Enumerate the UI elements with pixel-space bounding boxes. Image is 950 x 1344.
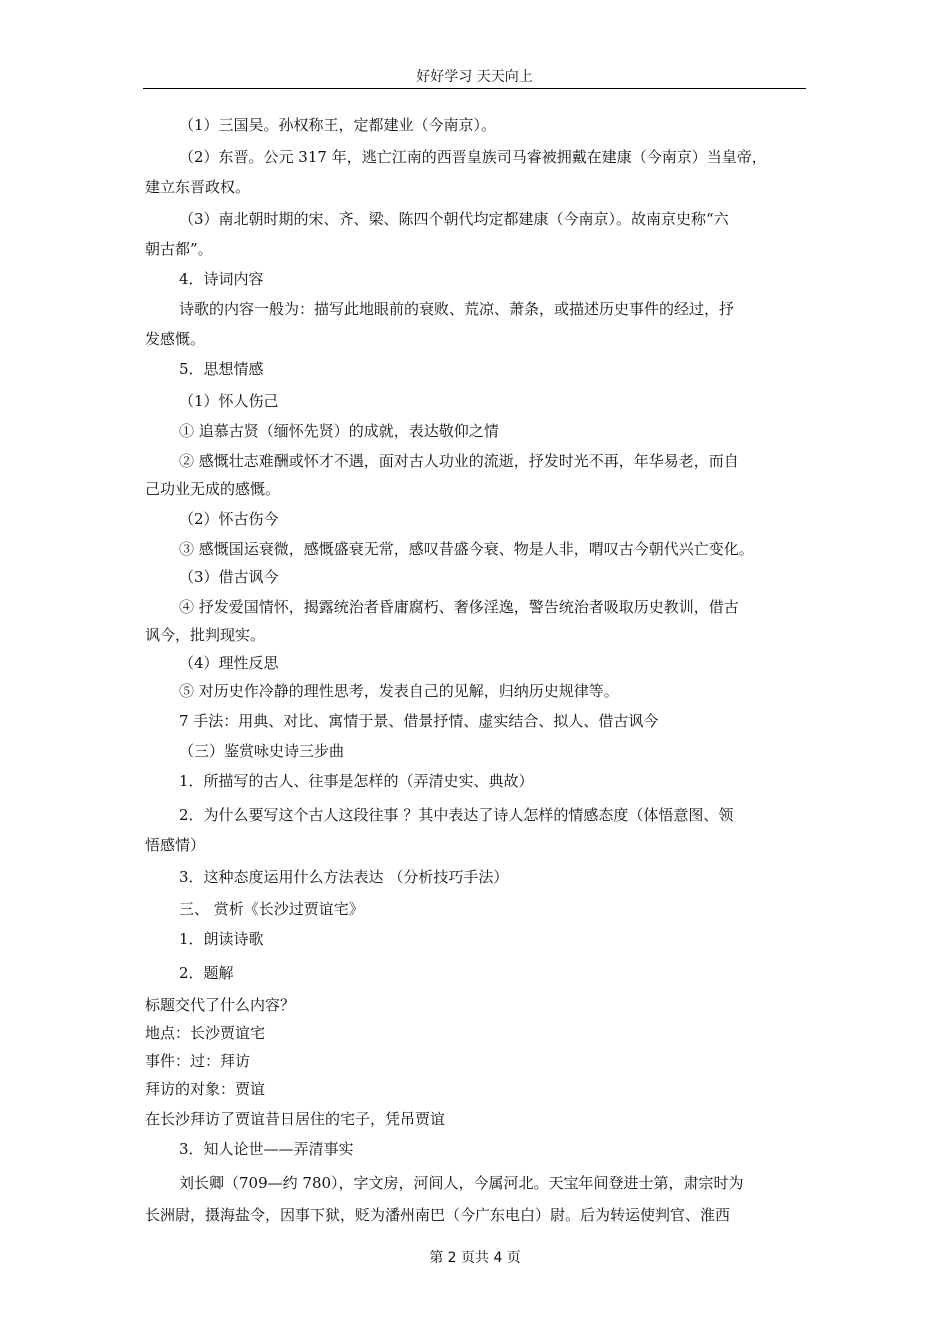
text-line: 讽今，批判现实。 <box>145 626 266 644</box>
text-line: （3）南北朝时期的宋、齐、梁、陈四个朝代均定都建康（今南京）。故南京史称“六 <box>179 210 729 228</box>
sub-heading: （3）借古讽今 <box>179 568 279 586</box>
text-line: 刘长卿（709—约 780），字文房，河间人，今属河北。天宝年间登进士第，肃宗时为 <box>179 1174 744 1192</box>
text-line: 诗歌的内容一般为：描写此地眼前的衰败、荒凉、萧条，或描述历史事件的经过，抒 <box>179 300 735 318</box>
text-line: 长洲尉，摄海盐令，因事下狱，贬为潘州南巴（今广东电白）尉。后为转运使判官、淮西 <box>145 1206 731 1224</box>
sub-heading: 1．朗读诗歌 <box>179 930 264 948</box>
text-line: ④ 抒发爱国情怀，揭露统治者昏庸腐朽、奢侈淫逸，警告统治者吸取历史教训，借古 <box>179 598 739 616</box>
sub-heading: （2）怀古伤今 <box>179 510 279 528</box>
text-line: 1．所描写的古人、往事是怎样的（弄清史实、典故） <box>179 772 534 790</box>
text-line: 3．这种态度运用什么方法表达 （分析技巧手法） <box>179 868 509 886</box>
page-header: 好好学习 天天向上 <box>143 66 806 89</box>
text-line: 标题交代了什么内容？ <box>145 996 296 1014</box>
section-heading: （三）鉴赏咏史诗三步曲 <box>179 742 345 760</box>
text-line: ② 感慨壮志难酬或怀才不遇，面对古人功业的流逝，抒发时光不再，年华易老，而自 <box>179 452 739 470</box>
text-line: 事件：过：拜访 <box>145 1052 251 1070</box>
text-line: （1）三国吴。孙权称王，定都建业（今南京）。 <box>179 116 497 134</box>
text-line: 拜访的对象：贾谊 <box>145 1080 266 1098</box>
section-heading: 三、 赏析《长沙过贾谊宅》 <box>179 900 364 918</box>
text-line: 7 手法：用典、对比、寓情于景、借景抒情、虚实结合、拟人、借古讽今 <box>179 712 659 730</box>
text-line: （2）东晋。公元 317 年，逃亡江南的西晋皇族司马睿被拥戴在建康（今南京）当皇帝， <box>179 148 767 166</box>
text-line: ③ 感慨国运衰微，感慨盛衰无常，感叹昔盛今衰、物是人非，喟叹古今朝代兴亡变化。 <box>179 540 754 558</box>
text-line: 地点：长沙贾谊宅 <box>145 1024 266 1042</box>
page-footer: 第 2 页共 4 页 <box>429 1250 521 1266</box>
text-line: 2．为什么要写这个古人这段往事 ？其中表达了诗人怎样的情感态度（体悟意图、领 <box>179 806 734 824</box>
section-heading: 4．诗词内容 <box>179 270 264 288</box>
sub-heading: （4）理性反思 <box>179 654 279 672</box>
sub-heading: （1）怀人伤己 <box>179 392 279 410</box>
section-heading: 5．思想情感 <box>179 360 264 378</box>
sub-heading: 3．知人论世——弄清事实 <box>179 1140 354 1158</box>
text-line: 己功业无成的感慨。 <box>145 480 281 498</box>
text-line: ⑤ 对历史作冷静的理性思考，发表自己的见解，归纳历史规律等。 <box>179 682 619 700</box>
sub-heading: 2．题解 <box>179 964 234 982</box>
text-line: ① 追慕古贤（缅怀先贤）的成就，表达敬仰之情 <box>179 422 499 440</box>
text-line: 发感慨。 <box>145 330 206 348</box>
text-line: 在长沙拜访了贾谊昔日居住的宅子，凭吊贾谊 <box>145 1110 446 1128</box>
text-line: 朝古都”。 <box>145 240 213 258</box>
text-line: 悟感情） <box>145 836 206 854</box>
text-line: 建立东晋政权。 <box>145 178 251 196</box>
